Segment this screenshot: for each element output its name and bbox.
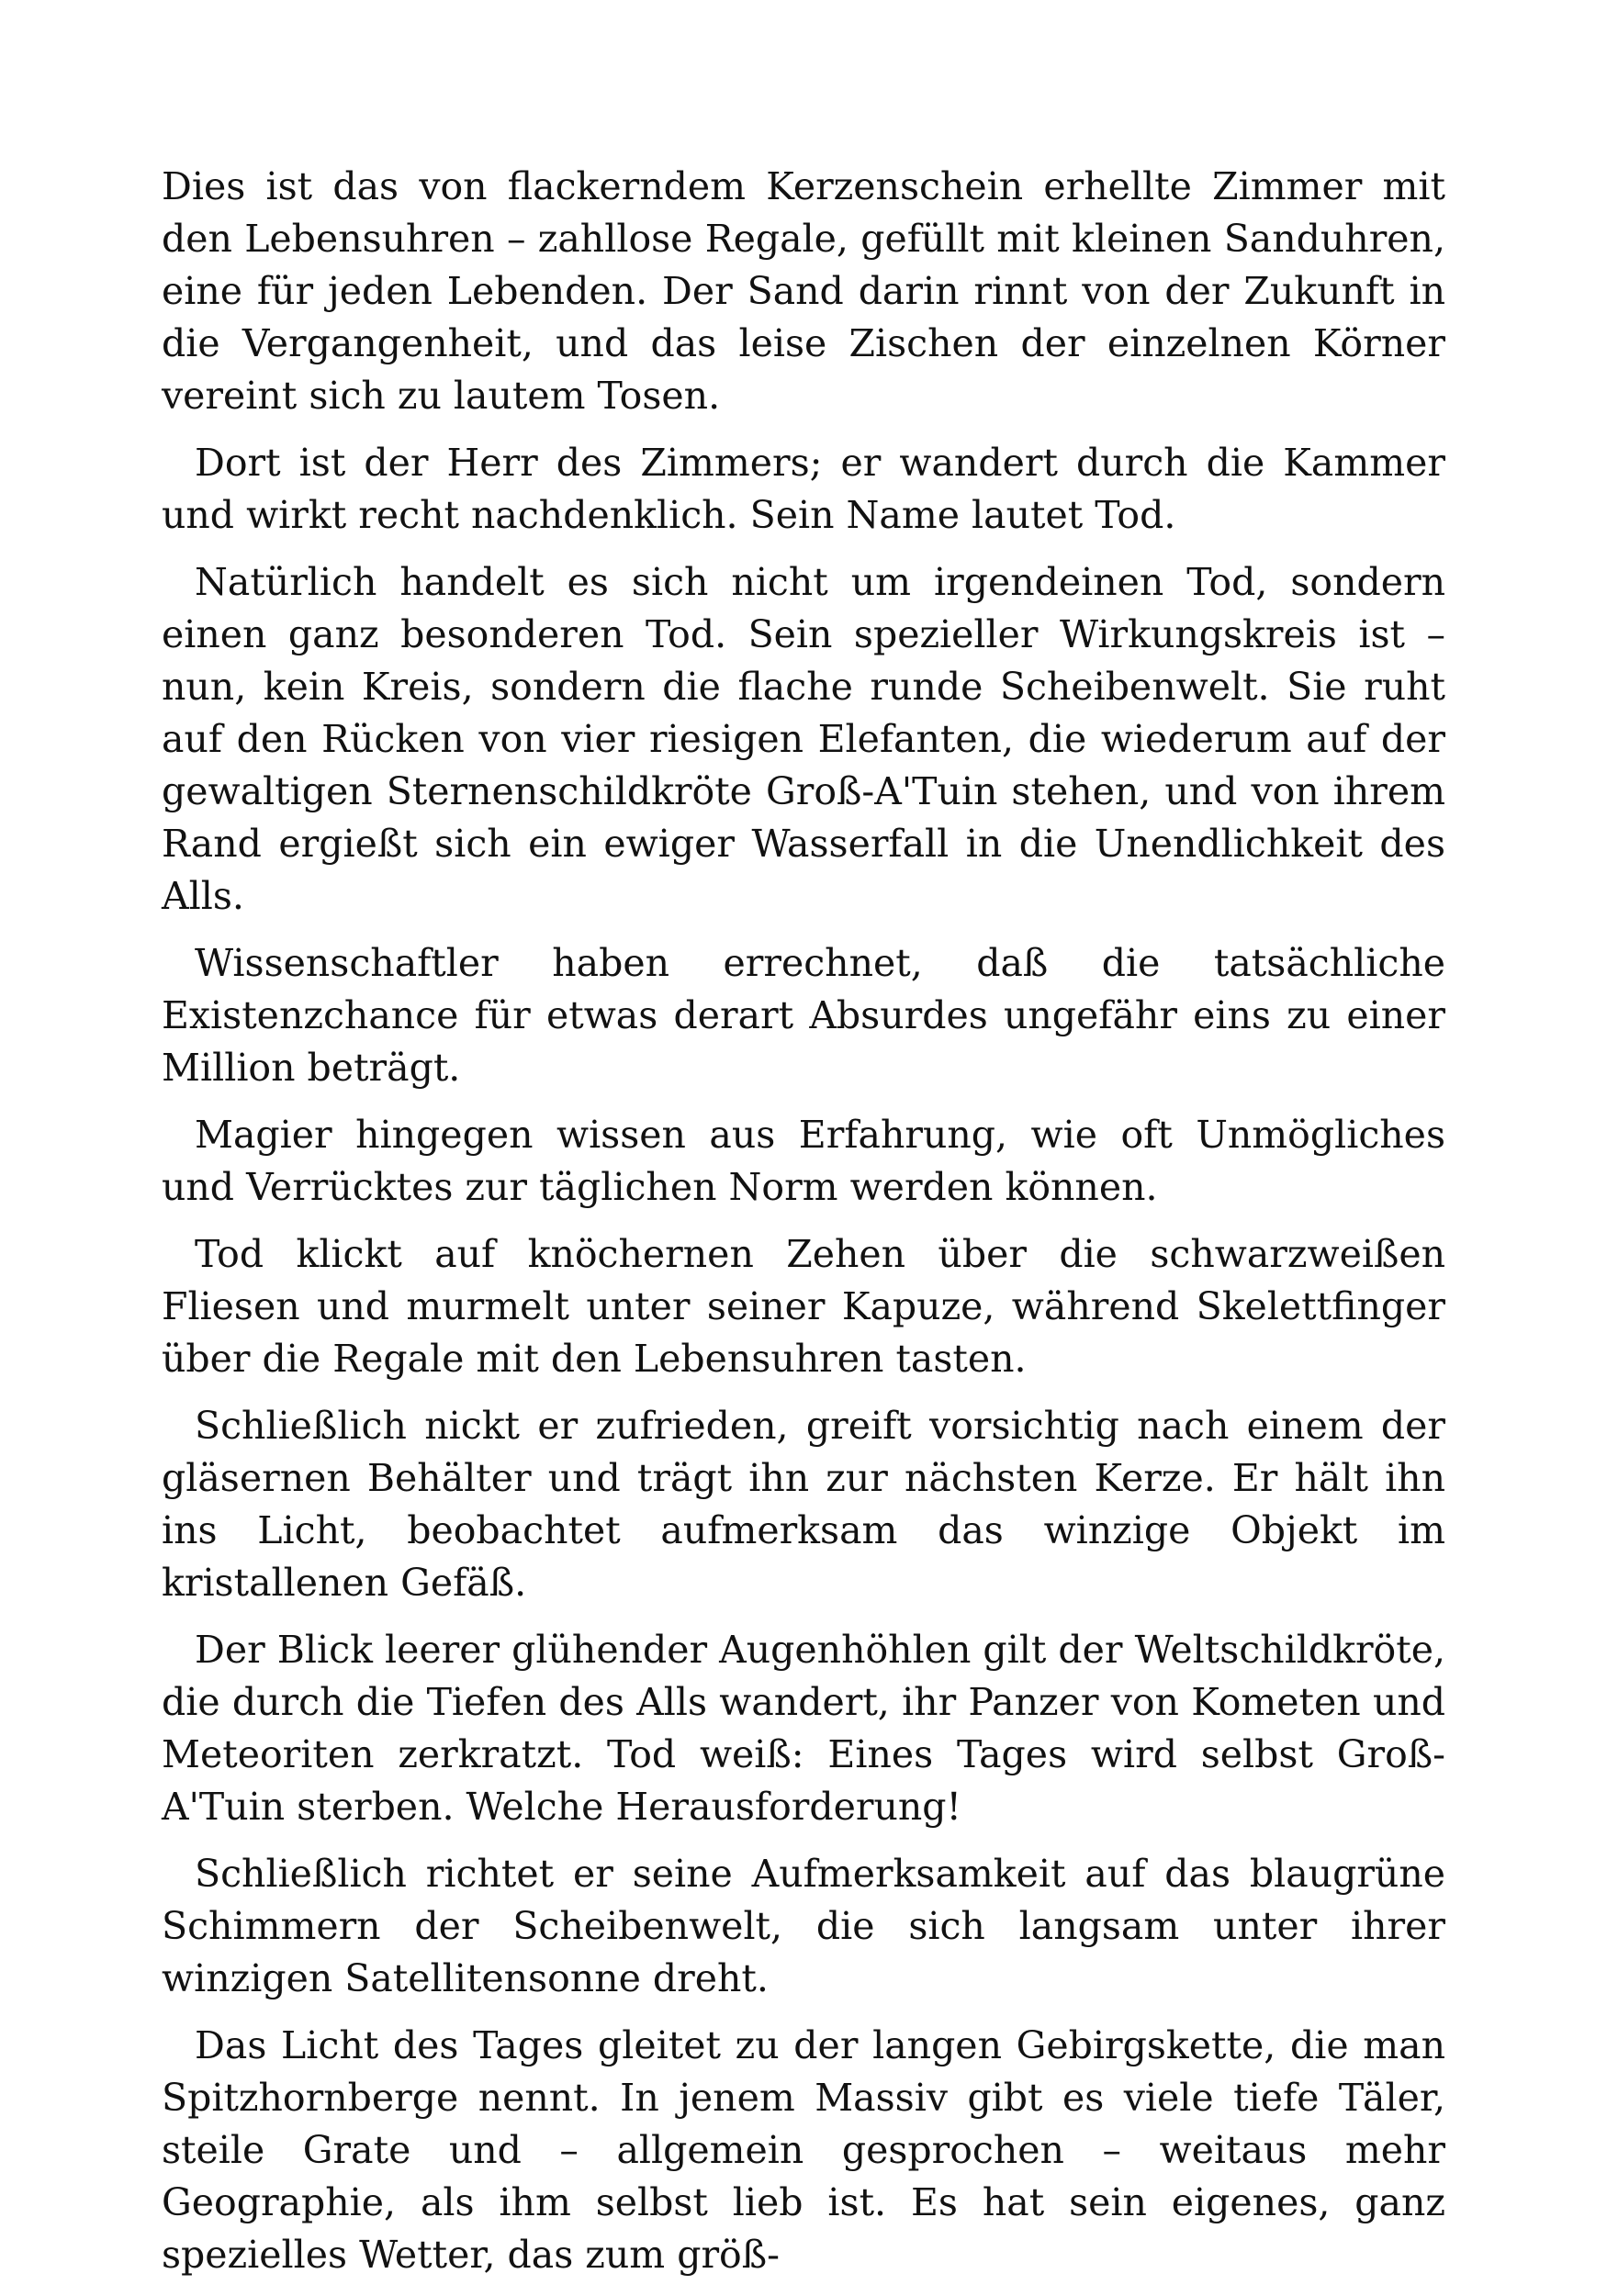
paragraph-7: Schließlich nickt er zufrieden, greift vorsichtig nach einem der gläsernen Behälter und trägt ihn zur nächsten Kerze. Er hält ihn ins Licht, beobachtet aufmerksam das winzige Objekt im kristallenen Gefäß. <box>162 1404 1445 1605</box>
paragraph-8: Der Blick leerer glühender Augenhöhlen gilt der Weltschildkröte, die durch die Tiefen des Alls wandert, ihr Panzer von Kometen und Meteoriten zerkratzt. Tod weiß: Eines Tages wird selbst Groß-A'Tuin sterben. Welche Herausforderung! <box>162 1628 1445 1829</box>
paragraph-3: Natürlich handelt es sich nicht um irgendeinen Tod, sondern einen ganz besonderen Tod. Sein spezieller Wirkungskreis ist – nun, kein Kreis, sondern die flache runde Scheibenwelt. Sie ruht auf den Rücken von vier riesigen Elefanten, die wiederum auf der gewaltigen Sternenschildkröte Groß-A'Tuin stehen, und von ihrem Rand ergießt sich ein ewiger Wasserfall in die Unendlichkeit des Alls. <box>162 560 1445 918</box>
body-text <box>162 161 1445 2296</box>
paragraph-9: Schließlich richtet er seine Aufmerksamkeit auf das blaugrüne Schimmern der Scheibenwelt, die sich langsam unter ihrer winzigen Satellitensonne dreht. <box>162 1852 1445 2000</box>
paragraph-6: Tod klickt auf knöchernen Zehen über die schwarzweißen Fliesen und murmelt unter seiner Kapuze, während Skelettfinger über die Regale mit den Lebensuhren tasten. <box>162 1232 1445 1381</box>
paragraph-2: Dort ist der Herr des Zimmers; er wandert durch die Kammer und wirkt recht nachdenklich. Sein Name lautet Tod. <box>162 441 1445 537</box>
paragraph-5: Magier hingegen wissen aus Erfahrung, wie oft Unmögliches und Verrücktes zur täglichen Norm werden können. <box>162 1113 1445 1209</box>
paragraph-1: Dies ist das von flackerndem Kerzenschein erhellte Zimmer mit den Lebensuhren – zahllose Regale, gefüllt mit kleinen Sanduhren, eine für jeden Lebenden. Der Sand darin rinnt von der Zukunft in die Vergangenheit, und das leise Zischen der einzelnen Körner vereint sich zu lautem Tosen. <box>162 164 1445 418</box>
paragraph-10: Das Licht des Tages gleitet zu der langen Gebirgskette, die man Spitzhornberge nennt. In jenem Massiv gibt es viele tiefe Täler, steile Grate und – allgemein gesprochen – weitaus mehr Geographie, als ihm selbst lieb ist. Es hat sein eigenes, ganz spezielles Wetter, das zum größ- <box>162 2023 1445 2277</box>
paragraph-4: Wissenschaftler haben errechnet, daß die tatsächliche Existenzchance für etwas derart Absurdes ungefähr eins zu einer Million beträgt. <box>162 941 1445 1090</box>
